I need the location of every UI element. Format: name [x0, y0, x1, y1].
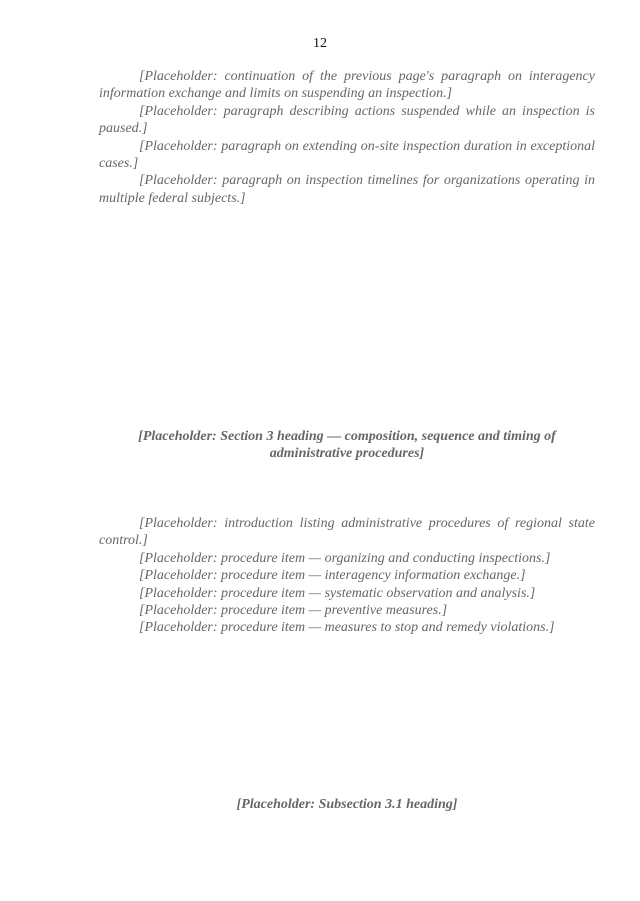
paragraph: [Placeholder: continuation of the previous page's paragraph on interagency information exchange and limits on suspending an inspection.]: [99, 69, 595, 102]
section-3-text-block: [99, 515, 595, 637]
page-number: 12: [313, 36, 327, 51]
paragraph: [Placeholder: paragraph on extending on-site inspection duration in exceptional cases.]: [99, 138, 595, 172]
opening-text-block: [99, 68, 595, 207]
list-item: [Placeholder: procedure item — interagency information exchange.]: [139, 568, 526, 584]
section-3-heading: [Placeholder: Section 3 heading — composition, sequence and timing of administrative procedures]: [138, 429, 556, 462]
paragraph: [Placeholder: paragraph describing actions suspended while an inspection is paused.]: [99, 103, 595, 137]
list-item: [Placeholder: procedure item — measures to stop and remedy violations.]: [139, 620, 555, 636]
list-item: [Placeholder: procedure item — organizing and conducting inspections.]: [139, 550, 551, 566]
list-item: [Placeholder: procedure item — preventive measures.]: [139, 603, 448, 619]
paragraph: [Placeholder: introduction listing administrative procedures of regional state control.]: [99, 516, 595, 549]
paragraph: [Placeholder: paragraph on inspection timelines for organizations operating in multiple federal subjects.]: [99, 173, 595, 206]
list-item: [Placeholder: procedure item — systematic observation and analysis.]: [139, 585, 536, 601]
section-3-1-heading: [Placeholder: Subsection 3.1 heading]: [236, 797, 458, 812]
